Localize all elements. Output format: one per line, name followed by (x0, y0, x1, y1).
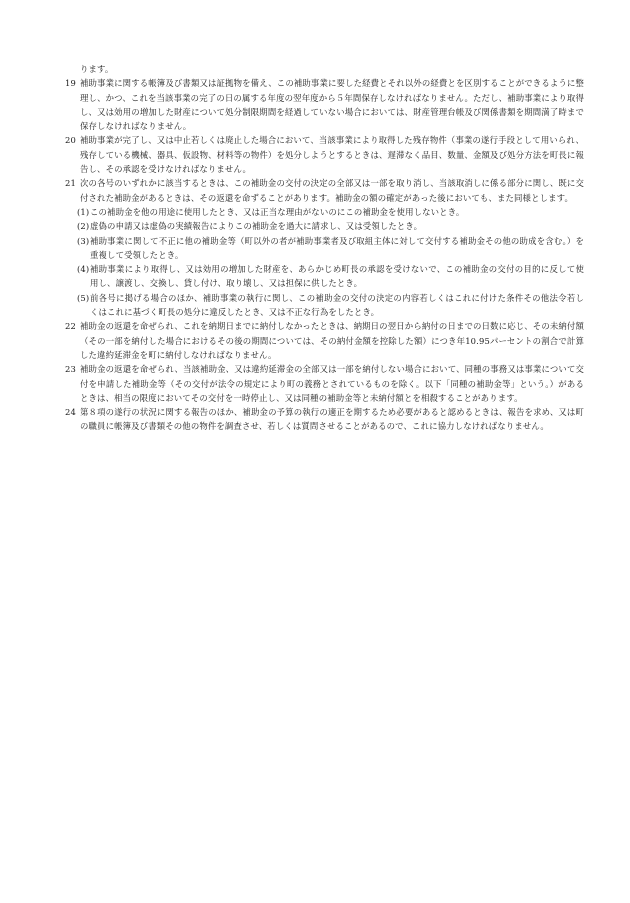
subclause-21-5 (64, 291, 584, 320)
clause-21 (64, 176, 584, 205)
subclause-number: (3) (77, 235, 90, 246)
clause-number: 19 (65, 78, 76, 89)
lead-text: ります。 (80, 64, 114, 74)
clause-text: 補助事業に関する帳簿及び書類又は証拠物を備え、この補助事業に要した経費とそれ以外の経費とを区別することができるように整理し、かつ、これを当該事業の完了の日の属する年度の翌年度から５年間保存しなければなりません。ただし、補助事業により取得し、又は効用の増加した財産について処分制限期間を経過していない場合においては、財産管理台帳及び関係書類を期間満了時まで保存しなければなりません。 (80, 78, 584, 132)
subclause-21-1 (64, 205, 584, 219)
subclause-text: 虚偽の申請又は虚偽の実績報告によりこの補助金を過大に請求し、又は受領したとき。 (90, 221, 423, 232)
clause-text: 補助金の返還を命ぜられ、当該補助金、又は違約延滞金の全部又は一部を納付しない場合において、同種の事務又は事業について交付を申請した補助金等（その交付が法令の規定により町の義務とされているものを除く。以下「同種の補助金等」という。）があるときは、相当の限度においてその交付を一時停止し、又は同種の補助金等と未納付額とを相殺することがあります。 (80, 364, 584, 403)
subclause-number: (1) (77, 206, 90, 217)
clause-24 (64, 405, 584, 434)
clause-number: 23 (65, 364, 76, 375)
subclause-number: (5) (77, 292, 90, 303)
clause-number: 24 (65, 407, 76, 418)
subclause-21-3 (64, 234, 584, 263)
clause-19 (64, 76, 584, 133)
subclause-number: (2) (77, 221, 90, 232)
clause-number: 20 (65, 135, 76, 146)
subclause-21-4 (64, 262, 584, 291)
subclause-21-2 (64, 219, 584, 233)
clause-20 (64, 133, 584, 176)
subclause-text: 前各号に掲げる場合のほか、補助事業の執行に関し、この補助金の交付の決定の内容若しくはこれに付けた条件その他法令若しくはこれに基づく町長の処分に違反したとき、又は不正な行為をしたとき。 (90, 292, 584, 318)
document-page (64, 62, 584, 434)
clause-23 (64, 362, 584, 405)
clause-number: 21 (65, 178, 76, 189)
subclause-text: 補助事業に関して不正に他の補助金等（町以外の者が補助事業者及び取組主体に対して交付する補助金その他の助成を含む。）を重複して受領したとき。 (90, 235, 584, 260)
clause-text: 補助金の返還を命ぜられ、これを納期日までに納付しなかったときは、納期日の翌日から納付の日までの日数に応じ、その未納付額（その一部を納付した場合におけるその後の期間については、その納付金額を控除した額）につき年10.95パーセントの割合で計算した違約延滞金を町に納付しなければなりません。 (80, 321, 584, 360)
clause-text: 第８項の遂行の状況に関する報告のほか、補助金の予算の執行の適正を期するため必要があると認めるときは、報告を求め、又は町の職員に帳簿及び書類その他の物件を調査させ、若しくは質問させることがあるので、これに協力しなければなりません。 (80, 407, 584, 432)
subclause-text: 補助事業により取得し、又は効用の増加した財産を、あらかじめ町長の承認を受けないで、この補助金の交付の目的に反して使用し、譲渡し、交換し、貸し付け、取り壊し、又は担保に供したとき。 (90, 264, 584, 289)
clause-22 (64, 319, 584, 362)
subclause-text: この補助金を他の用途に使用したとき、又は正当な理由がないのにこの補助金を使用しないとき。 (90, 206, 465, 217)
clause-text: 次の各号のいずれかに該当するときは、この補助金の交付の決定の全部又は一部を取り消し、当該取消しに係る部分に関し、既に交付された補助金があるときは、その返還を命ずることがあります。補助金の額の確定があった後においても、また同様とします。 (80, 178, 584, 203)
clause-number: 22 (65, 321, 76, 332)
subclause-number: (4) (77, 264, 90, 275)
clause-text: 補助事業が完了し、又は中止若しくは廃止した場合において、当該事業により取得した残存物件（事業の遂行手段として用いられ、残存している機械、器具、仮設物、材料等の物件）を処分しようとするときは、遅滞なく品目、数量、金額及び処分方法を町長に報告し、その承認を受けなければなりません。 (80, 135, 584, 175)
